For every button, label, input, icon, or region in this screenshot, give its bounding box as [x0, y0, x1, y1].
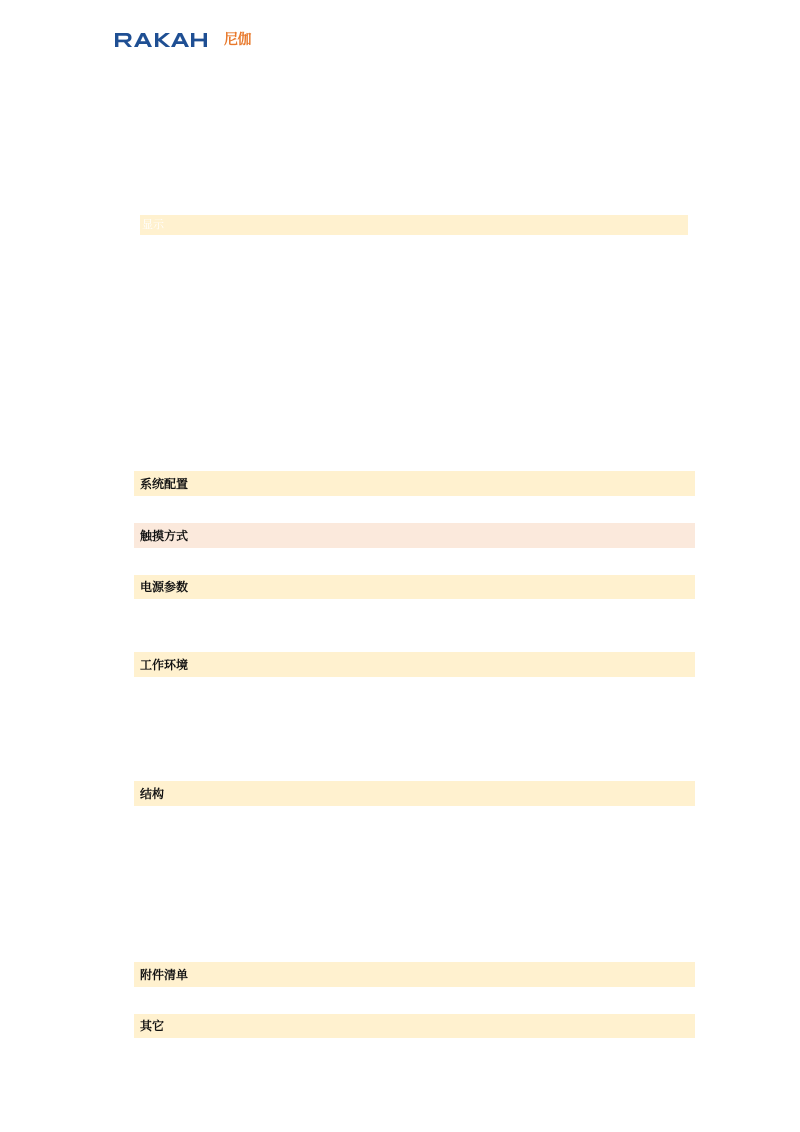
section-work-env-label: 工作环境: [140, 657, 189, 672]
section-system-config: [134, 471, 695, 496]
section-structure-label: 结构: [140, 786, 165, 801]
brand-logo: [114, 30, 251, 50]
section-power-params-label: 电源参数: [140, 580, 189, 594]
logo-chinese-text: 尼伽: [224, 32, 251, 48]
section-other: [134, 1014, 695, 1038]
section-work-env: [134, 652, 695, 677]
logo-wordmark: [114, 30, 222, 50]
section-system-config-label: 系统配置: [140, 476, 189, 491]
section-other-label: 其它: [140, 1019, 165, 1033]
section-power-params: [134, 575, 695, 599]
section-accessories-label: 附件清单: [140, 967, 189, 982]
section-structure: [134, 781, 695, 806]
section-display: [140, 215, 688, 235]
section-touch-method: [134, 523, 695, 548]
section-touch-method-label: 触摸方式: [140, 528, 189, 543]
section-display-label: 显示: [142, 218, 164, 231]
section-accessories: [134, 962, 695, 987]
